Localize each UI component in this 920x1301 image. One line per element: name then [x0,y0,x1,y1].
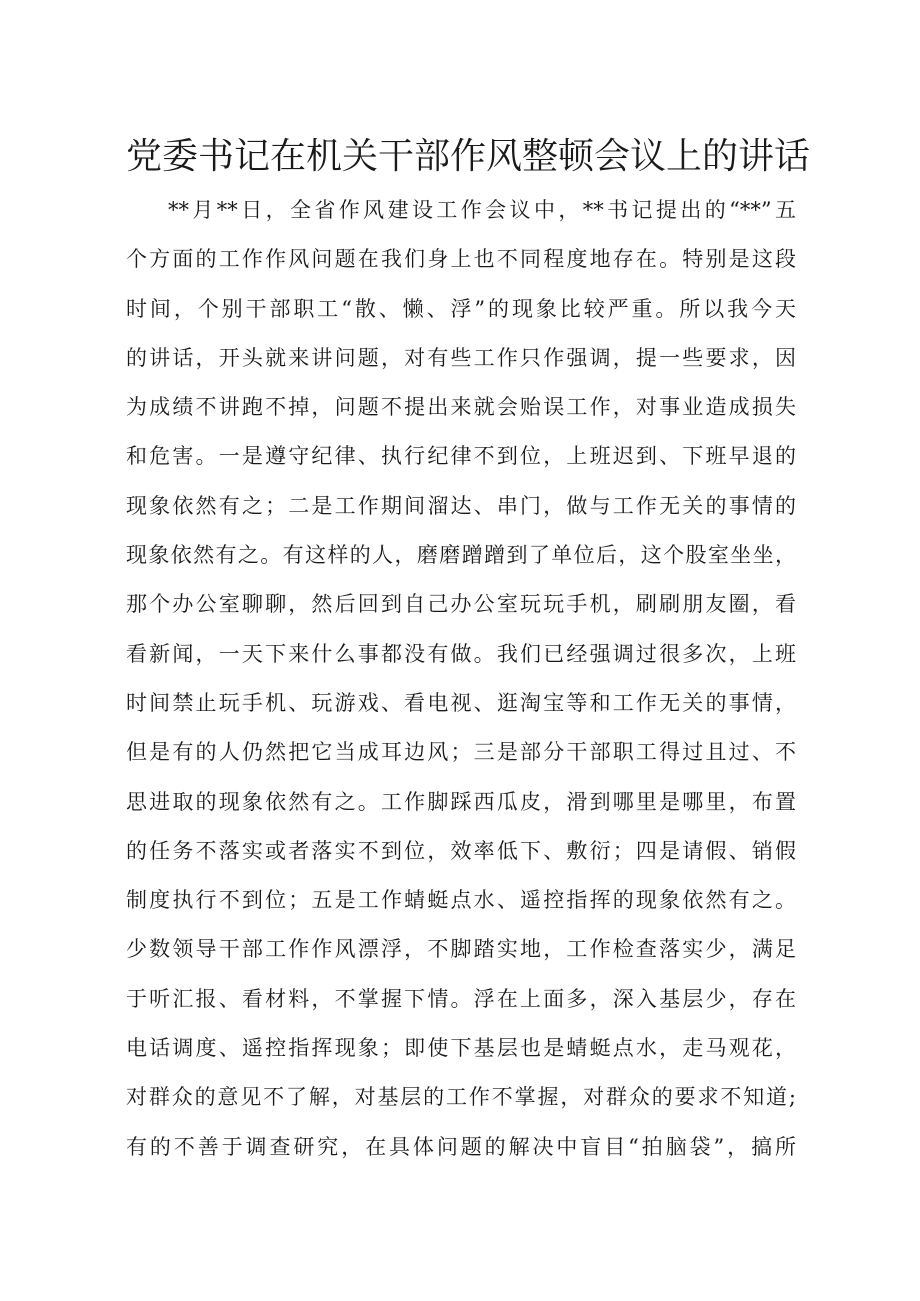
paragraph-line-20: 有的不善于调查研究，在具体问题的解决中盲目“拍脑袋”，搞所 [126,1134,796,1159]
paragraph-line-11: 时间禁止玩手机、玩游戏、看电视、逛淘宝等和工作无关的事情， [126,690,796,715]
paragraph-line-5: 为成绩不讲跑不掉，问题不提出来就会贻误工作，对事业造成损失 [126,395,796,420]
document-body [126,186,796,1172]
paragraph-line-10: 看新闻，一天下来什么事都没有做。我们已经强调过很多次，上班 [126,641,796,666]
paragraph-line-7: 现象依然有之；二是工作期间溜达、串门，做与工作无关的事情的 [126,493,796,518]
paragraph-line-17: 于听汇报、看材料，不掌握下情。浮在上面多，深入基层少，存在 [126,986,796,1011]
paragraph-line-18: 电话调度、遥控指挥现象；即使下基层也是蜻蜓点水，走马观花， [126,1036,796,1061]
paragraph-line-13: 思进取的现象依然有之。工作脚踩西瓜皮，滑到哪里是哪里，布置 [126,789,796,814]
paragraph-line-2: 个方面的工作作风问题在我们身上也不同程度地存在。特别是这段 [126,247,796,272]
paragraph-line-3: 时间，个别干部职工“散、懒、浮”的现象比较严重。所以我今天 [126,296,796,321]
paragraph-line-14: 的任务不落实或者落实不到位，效率低下、敷衍；四是请假、销假 [126,838,796,863]
paragraph-line-4: 的讲话，开头就来讲问题，对有些工作只作强调，提一些要求，因 [126,345,796,370]
paragraph-line-12: 但是有的人仍然把它当成耳边风；三是部分干部职工得过且过、不 [126,740,796,765]
paragraph-line-1: **月**日，全省作风建设工作会议中，**书记提出的“**”五 [168,198,796,222]
paragraph-line-19: 对群众的意见不了解，对基层的工作不掌握，对群众的要求不知道; [126,1085,796,1110]
paragraph-line-16: 少数领导干部工作作风漂浮，不脚踏实地，工作检查落实少，满足 [126,937,796,962]
paragraph-line-6: 和危害。一是遵守纪律、执行纪律不到位，上班迟到、下班早退的 [126,444,796,469]
paragraph-line-9: 那个办公室聊聊，然后回到自己办公室玩玩手机，刷刷朋友圈，看 [126,592,796,617]
document-title: 党委书记在机关干部作风整顿会议上的讲话 [126,136,811,177]
paragraph-line-8: 现象依然有之。有这样的人，磨磨蹭蹭到了单位后，这个股室坐坐， [126,543,796,568]
paragraph-line-15: 制度执行不到位；五是工作蜻蜓点水、遥控指挥的现象依然有之。 [126,888,796,913]
